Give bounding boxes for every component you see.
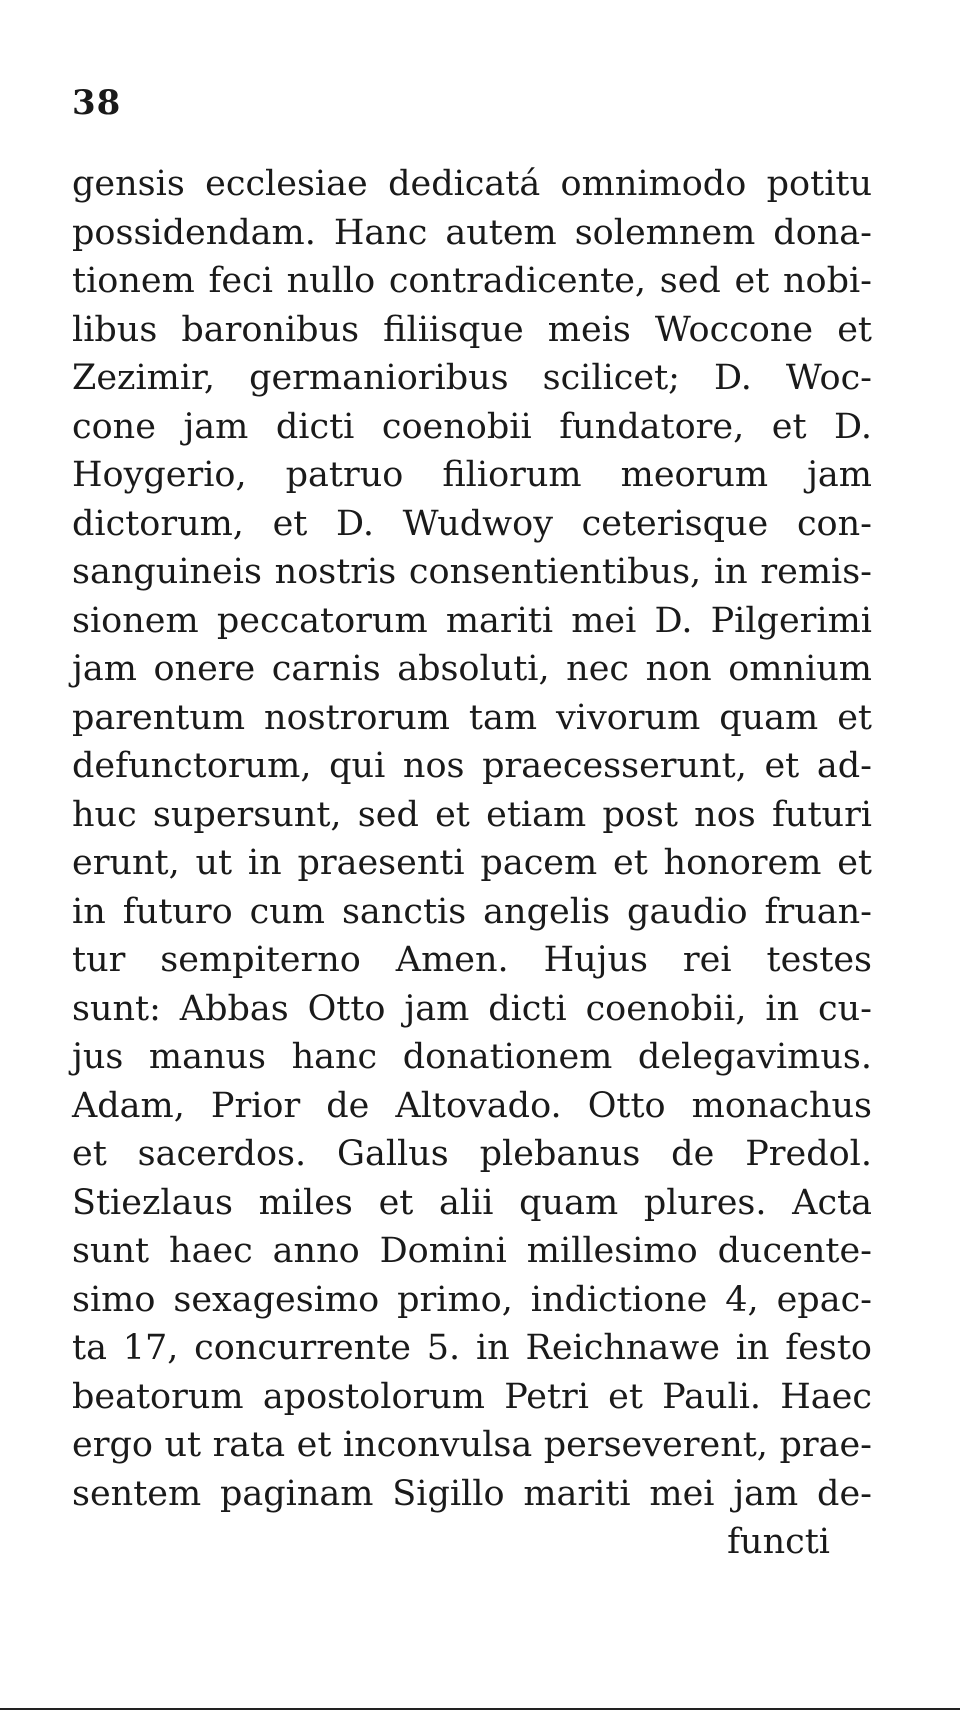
text-line: Hoygerio, patruo filiorum meorum jam (72, 455, 872, 495)
text-line: jus manus hanc donationem delegavimus. (72, 1037, 872, 1077)
text-line: Stiezlaus miles et alii quam plures. Acta (72, 1182, 872, 1223)
body-text (72, 160, 872, 1567)
text-line: tur sempiterno Amen. Hujus rei testes (72, 940, 872, 980)
text-line: parentum nostrorum tam vivorum quam et (72, 697, 872, 738)
text-line: jam onere carnis absoluti, nec non omnium (72, 649, 872, 689)
text-line: cone jam dicti coenobii fundatore, et D. (72, 406, 872, 447)
text-line: gensis ecclesiae dedicatá omnimodo potitu (72, 164, 872, 204)
text-line: dictorum, et D. Wudwoy ceterisque con- (72, 503, 872, 544)
text-line: sionem peccatorum mariti mei D. Pilgerimi (72, 600, 872, 641)
text-line: defunctorum, qui nos praecesserunt, et ad- (72, 746, 872, 786)
text-line: in futuro cum sanctis angelis gaudio fruan- (72, 891, 872, 932)
text-line: huc supersunt, sed et etiam post nos futuri (72, 794, 872, 835)
text-line: tionem feci nullo contradicente, sed et nobi- (72, 261, 872, 301)
text-line: ergo ut rata et inconvulsa perseverent, prae- (72, 1425, 872, 1465)
text-line: beatorum apostolorum Petri et Pauli. Haec (72, 1376, 872, 1417)
text-line: sunt: Abbas Otto jam dicti coenobii, in cu- (72, 988, 872, 1029)
text-line: possidendam. Hanc autem solemnem dona- (72, 212, 872, 253)
text-line: ta 17, concurrente 5. in Reichnawe in festo (72, 1328, 872, 1368)
text-line: erunt, ut in praesenti pacem et honorem et (72, 843, 872, 883)
text-line: et sacerdos. Gallus plebanus de Predol. (72, 1134, 872, 1174)
catchword: functi (727, 1522, 830, 1562)
text-line: simo sexagesimo primo, indictione 4, epac- (72, 1279, 872, 1320)
page-bottom-edge (0, 1708, 960, 1710)
text-line: sunt haec anno Domini millesimo ducente- (72, 1231, 872, 1271)
text-line: Adam, Prior de Altovado. Otto monachus (72, 1085, 872, 1126)
text-line: sentem paginam Sigillo mariti mei jam de- (72, 1473, 872, 1514)
page-number: 38 (72, 83, 122, 123)
text-line: Zezimir, germanioribus scilicet; D. Woc- (72, 358, 872, 398)
text-line: sanguineis nostris consentientibus, in remis- (72, 552, 872, 592)
text-line: libus baronibus filiisque meis Woccone et (72, 309, 872, 350)
